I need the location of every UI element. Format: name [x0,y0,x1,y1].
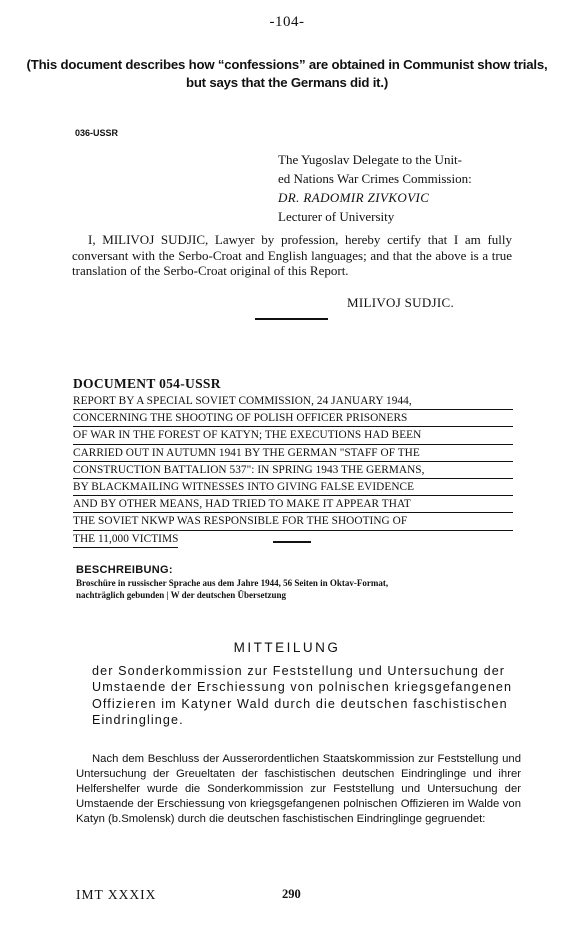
document-title: DOCUMENT 054-USSR [73,376,221,391]
summary-line: REPORT BY A SPECIAL SOVIET COMMISSION, 24 JANUARY 1944, [73,393,513,410]
summary-line: THE 11,000 VICTIMS [73,531,178,548]
section-divider-2 [273,541,311,543]
certification-text: I, MILIVOJ SUDJIC, Lawyer by profession, hereby certify that I am fully conversant with the Serbo-Croat and English languages; and that the above is a true translation of the Serbo-Croat original of this Report. [72,232,512,278]
footer-page-number: 290 [282,887,301,901]
summary-line: THE SOVIET NKWP WAS RESPONSIBLE FOR THE SHOOTING OF [73,513,513,530]
description-text [76,577,521,601]
description-line-2: nachträglich gebunden | W der deutschen Übersetzung [76,590,287,600]
certification-signature: MILIVOJ SUDJIC. [347,295,455,310]
summary-line: CONCERNING THE SHOOTING OF POLISH OFFICER PRISONERS [73,410,513,427]
signature-line-2: ed Nations War Crimes Commission: [278,171,472,186]
mitteilung-paragraph: Nach dem Beschluss der Ausserordentlichen Staatskommission zur Feststellung und Untersuchung der Greueltaten der faschistischen deutschen Eindringlinge und ihrer Helfershelfer wurde die Sonderkommission zur Feststellung und Untersuchung der Umstaende der Erschiessung von kriegsgefangenen polnischen Offizieren im Walde von Katyn (b.Smolensk) durch die deutschen faschistischen Eindringlinge gegruendet: [76,753,521,826]
signature-block [278,150,538,226]
summary-line: CONSTRUCTION BATTALION 537": IN SPRING 1943 THE GERMANS, [73,462,513,479]
footer-volume: IMT XXXIX [76,887,157,902]
certification-paragraph [72,232,512,279]
page-number: -104- [269,14,305,30]
signatory-name: DR. RADOMIR ZIVKOVIC [278,190,430,205]
signatory-title: Lecturer of University [278,209,395,224]
summary-line: AND BY OTHER MEANS, HAD TRIED TO MAKE IT APPEAR THAT [73,496,513,513]
summary-line: CARRIED OUT IN AUTUMN 1941 BY THE GERMAN "STAFF OF THE [73,445,513,462]
document-summary [73,393,513,548]
signature-line-1: The Yugoslav Delegate to the Unit- [278,152,462,167]
description-heading: BESCHREIBUNG: [76,564,173,576]
summary-line: BY BLACKMAILING WITNESSES INTO GIVING FALSE EVIDENCE [73,479,513,496]
mitteilung-title: MITTEILUNG [233,640,341,655]
document-reference: 036-USSR [75,128,119,138]
description-line-1: Broschüre in russischer Sprache aus dem Jahre 1944, 56 Seiten in Oktav-Format, [76,578,389,588]
mitteilung-body [76,752,521,827]
mitteilung-subtitle: der Sonderkommission zur Feststellung und Untersuchung der Umstaende der Erschiessung von polnischen kriegsgefangenen Offizieren im Katyner Wald durch die deutschen faschistischen Eindringlinge. [92,664,513,727]
summary-line: OF WAR IN THE FOREST OF KATYN; THE EXECUTIONS HAD BEEN [73,427,513,444]
editor-note: (This document describes how “confessions” are obtained in Communist show trials, but says that the Germans did it.) [26,57,548,90]
section-divider-1 [255,318,328,320]
